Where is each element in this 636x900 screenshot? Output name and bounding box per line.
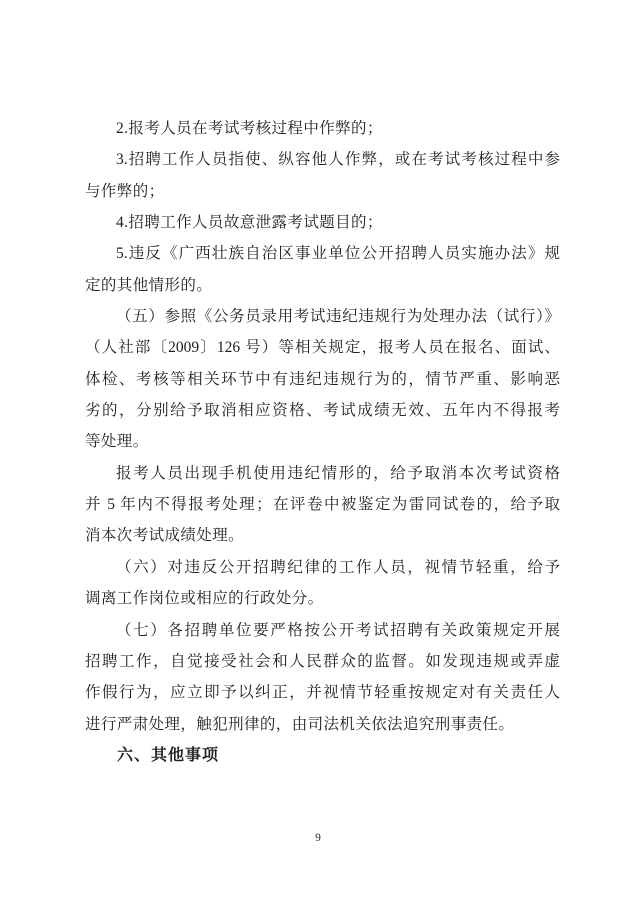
text-line: 等处理。 [85,433,149,451]
text-line: （人社部〔2009〕126 号）等相关规定，报考人员在报名、面试、 [85,339,560,357]
text-line: 3.招聘工作人员指使、纵容他人作弊，或在考试考核过程中参 [116,151,560,169]
text-line: （七）各招聘单位要严格按公开考试招聘有关政策规定开展 [116,621,560,639]
text-line: 2.报考人员在考试考核过程中作弊的； [116,120,383,137]
text-line: 4.招聘工作人员故意泄露考试题目的； [116,214,383,232]
text-line: 作假行为，应立即予以纠正，并视情节轻重按规定对有关责任人 [85,684,560,702]
text-line: 劣的，分别给予取消相应资格、考试成绩无效、五年内不得报考 [85,402,560,420]
text-line: 定的其他情形的。 [85,276,213,294]
text-line: 并 5 年内不得报考处理；在评卷中被鉴定为雷同试卷的，给予取 [85,496,560,514]
text-line: 调离工作岗位或相应的行政处分。 [85,590,324,608]
page-number: 9 [315,832,321,844]
text-block [85,113,560,771]
section-heading: 六、其他事项 [117,746,220,764]
text-line: 5.违反《广西壮族自治区事业单位公开招聘人员实施办法》规 [116,245,560,263]
text-line: 消本次考试成绩处理。 [85,527,245,545]
text-line: （六）对违反公开招聘纪律的工作人员，视情节轻重，给予 [116,558,560,576]
text-line: 体检、考核等相关环节中有违纪违规行为的，情节严重、影响恶 [85,370,560,388]
text-line: 与作弊的； [85,182,165,200]
text-line: 进行严肃处理，触犯刑律的，由司法机关依法追究刑事责任。 [85,715,515,733]
text-line: 报考人员出现手机使用违纪情形的，给予取消本次考试资格 [116,464,560,482]
text-line: 招聘工作，自觉接受社会和人民群众的监督。如发现违规或弄虚 [85,652,560,670]
text-line: （五）参照《公务员录用考试违纪违规行为处理办法（试行）》 [116,308,560,326]
